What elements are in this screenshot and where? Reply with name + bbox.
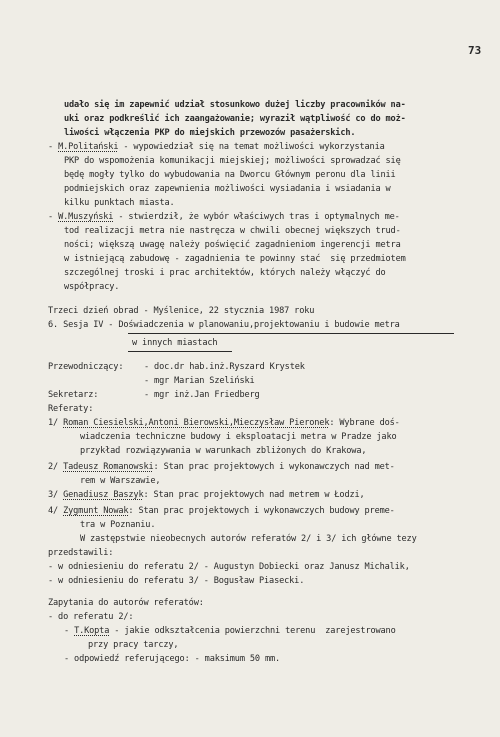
paper-item [48,462,395,473]
text-segment: - wypowiedział się na temat możliwości wykorzystania [118,142,385,152]
session-title: 6. Sesja IV - Doświadczenia w planowaniu,projektowaniu i budowie metra [48,320,400,330]
paper-authors: Tadeusz Romanowski [63,462,154,472]
text-line: tra w Poznaniu. [80,520,156,530]
paper-title: : Stan prac projektowych i wykonawczych budowy preme- [128,506,395,516]
text-line: ności; większą uwagę należy poświęcić zagadnieniom ingerencji metra [64,240,401,250]
paper-item [48,418,400,429]
paper-number: 1/ [48,418,59,428]
text-line: udało się im zapewnić udział stosunkowo dużej liczby pracowników na- [64,100,406,110]
text-segment: - stwierdził, że wybór właściwych tras i optymalnych me- [113,212,400,222]
text-line: - w odniesieniu do referatu 2/ - Augustyn Dobiecki oraz Janusz Michalik, [48,562,410,572]
day-heading: Trzeci dzień obrad - Myślenice, 22 stycznia 1987 roku [48,306,315,316]
paper-authors: Zygmunt Nowak [63,506,129,516]
session-title-cont: w innych miastach [132,338,218,348]
list-item-muszynski [48,212,400,223]
papers-label: Referaty: [48,404,94,414]
text-line: tod realizacji metra nie nastręcza w chwili obecnej większych trud- [64,226,401,236]
text-line: - w odniesieniu do referatu 3/ - Bogusław Piasecki. [48,576,305,586]
text-line: kilku punktach miasta. [64,198,175,208]
list-dash: - [48,212,54,222]
list-item-politanski [48,142,385,153]
speaker-name: W.Muszyński [58,212,114,222]
answer-line: - odpowiedź referującego: - maksimum 50 mm. [64,654,281,664]
speaker-name: M.Politański [58,142,119,152]
list-dash: - [48,142,54,152]
secretary-name: - mgr inż.Jan Friedberg [144,390,260,400]
divider [128,333,454,334]
text-line: przedstawili: [48,548,114,558]
paper-authors: Genadiusz Baszyk [63,490,144,500]
paper-number: 2/ [48,462,59,472]
paper-title: : Stan prac projektowych nad metrem w Łodzi, [143,490,365,500]
chair-name: - mgr Marian Szeliński [144,376,255,386]
secretary-label: Sekretarz: [48,390,99,400]
text-segment: - jakie odkształcenia powierzchni terenu zarejestrowano [109,626,396,636]
paper-authors: Roman Ciesielski,Antoni Bierowski,Mieczysław Pieronek [63,418,330,428]
text-line: W zastępstwie nieobecnych autorów referatów 2/ i 3/ ich główne tezy [80,534,417,544]
paper-item [48,490,365,501]
text-line: przykład rozwiązywania w warunkach zbliżonych do Krakowa, [80,446,367,456]
questioner-name: T.Kopta [74,626,110,636]
paper-title: : Wybrane doś- [329,418,400,428]
text-line: przy pracy tarczy, [88,640,179,650]
text-line: w istniejącą zabudowę - zagadnienia te powinny stać się przedmiotem [64,254,406,264]
text-line: współpracy. [64,282,120,292]
paper-number: 4/ [48,506,59,516]
text-line: uki oraz podkreślić ich zaangażowanie; wyraził wątpliwość co do moż- [64,114,406,124]
chair-name: - doc.dr hab.inż.Ryszard Krystek [144,362,305,372]
text-line: rem w Warszawie, [80,476,161,486]
paper-title: : Stan prac projektowych i wykonawczych nad met- [153,462,395,472]
chair-label: Przewodniczący: [48,362,124,372]
paper-item [48,506,395,517]
questions-label: Zapytania do autorów referatów: [48,598,204,608]
page-number: 73 [468,44,482,57]
divider [128,351,232,352]
question-item [64,626,396,637]
text-line: liwości włączenia PKP do miejskich przewozów pasażerskich. [64,128,356,138]
text-line: szczególnej troski i prac architektów, których należy włączyć do [64,268,386,278]
text-line: wiadczenia techniczne budowy i eksploatacji metra w Pradze jako [80,432,397,442]
list-dash: - [64,626,75,636]
text-line: PKP do wspomożenia komunikacji miejskiej; możliwości sprowadzać się [64,156,401,166]
question-ref: - do referatu 2/: [48,612,134,622]
text-line: podmiejskich oraz zapewnienia możliwości wysiadania i wsiadania w [64,184,391,194]
text-line: będę mogły tylko do wybudowania na Dworcu Głównym peronu dla linii [64,170,396,180]
paper-number: 3/ [48,490,59,500]
